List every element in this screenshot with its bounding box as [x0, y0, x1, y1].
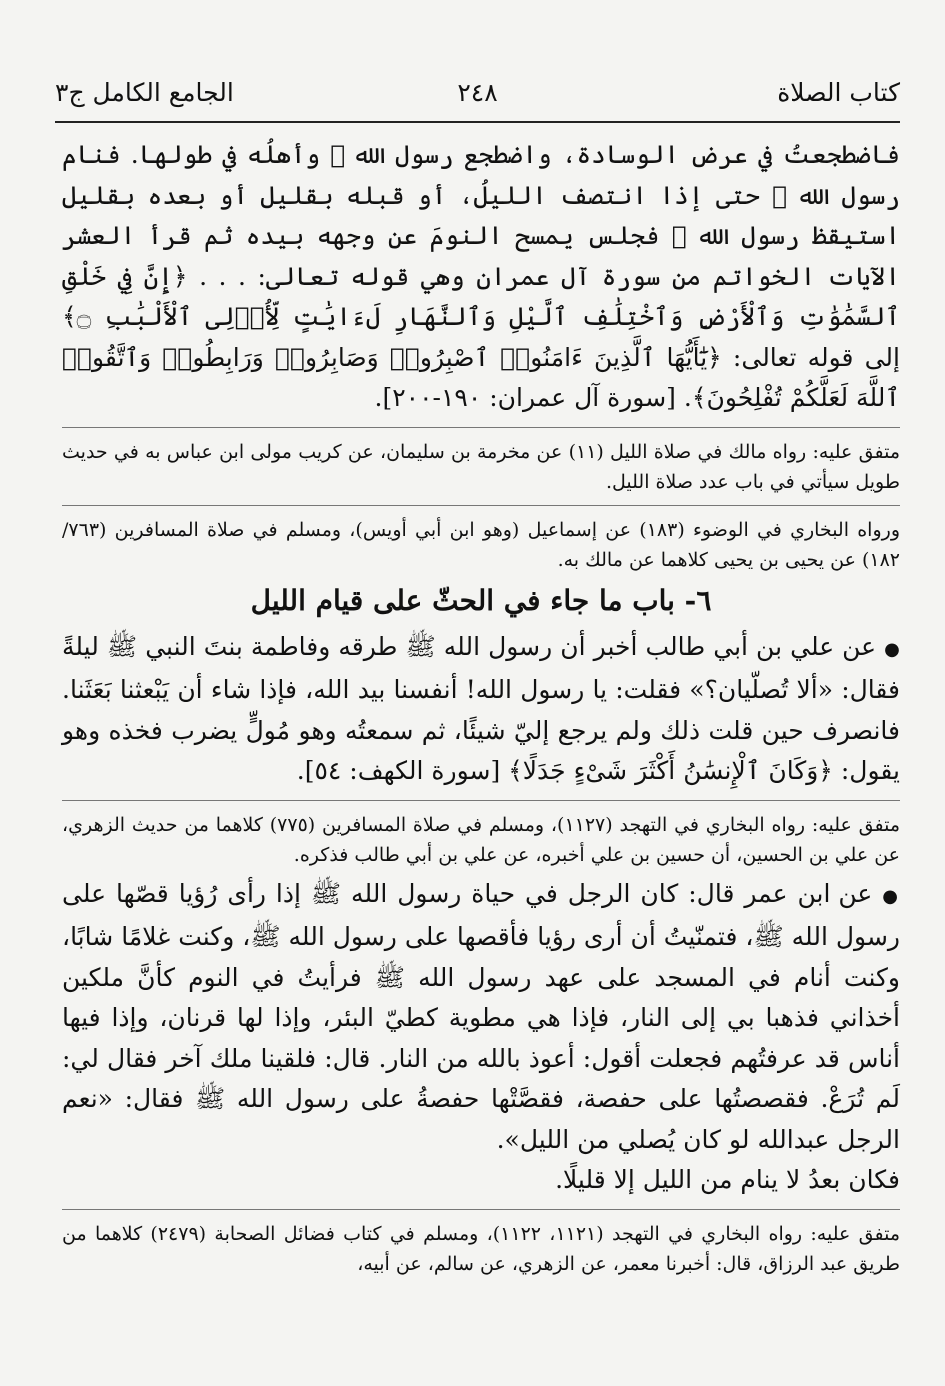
- takhrij-note: متفق عليه: رواه البخاري في التهجد (١١٢٧)، ومسلم في صلاة المسافرين (٧٧٥) كلاهما من حديث الزهري، عن علي بن الحسين، أن حسين بن علي أخبره، عن علي بن أبي طالب فذكره.: [62, 813, 900, 866]
- hadith-paragraph: [62, 627, 900, 792]
- takhrij-note: متفق عليه: رواه البخاري في التهجد (١١٢١، ١١٢٢)، ومسلم في كتاب فضائل الصحابة (٢٤٧٩) كلاهما من طريق عبد الرزاق، قال: أخبرنا معمر، عن الزهري، عن سالم، عن أبيه،: [62, 1222, 901, 1275]
- page-body: [62, 135, 900, 1279]
- footnote-separator: [62, 1209, 900, 1210]
- chapter-title: ٦- باب ما جاء في الحثّ على قيام الليل: [250, 583, 712, 617]
- page-number: ٢٤٨: [457, 78, 498, 107]
- footnote-separator: [62, 800, 900, 801]
- header-book-title: الجامع الكامل ج٣: [55, 78, 234, 107]
- main-paragraph: فاضطجعتُ في عرض الوسادة، واضطجع رسول الله ﷺ وأهلُه في طولها. فنام رسول الله ﷺ حتى إذا انتصف الليلُ، أو قبله بقليل أو بعده بقليل استيقظ رسول الله ﷺ فجلس يمسح النومَ عن وجهه بيده ثم قرأ العشر الآيات الخواتم من سورة آل عمران وهي قوله تعالى: . . . ﴿إِنَّ فِي خَلْقِ ٱلسَّمَٰوَٰتِ وَٱلْأَرْضِ وَٱخْتِلَٰفِ ٱلَّيْلِ وَٱلنَّهَارِ لَءَايَٰتٍ لِّأُو۟لِى ٱلْأَلْبَٰبِ ۝﴾ إلى قوله تعالى: ﴿يَٰٓأَيُّهَا ٱلَّذِينَ ءَامَنُوا۟ ٱصْبِرُوا۟ وَصَابِرُوا۟ وَرَابِطُوا۟ وَٱتَّقُوا۟ ٱللَّهَ لَعَلَّكُمْ تُفْلِحُونَ﴾. [سورة آل عمران: ١٩٠-٢٠٠].: [62, 140, 900, 412]
- page-header: [55, 78, 900, 118]
- hadith-text: عن علي بن أبي طالب أخبر أن رسول الله ﷺ طرقه وفاطمة بنتَ النبي ﷺ ليلةً فقال: «ألا تُصلّيان؟» فقلت: يا رسول الله! أنفسنا بيد الله، فإذا شاء أن يَبْعثنا بَعَثَنا. فانصرف حين قلت ذلك ولم يرجع إليّ شيئًا، ثم سمعتُه وهو مُولٍّ يضرب فخذه وهو يقول: ﴿وَكَانَ ٱلْإِنسَٰنُ أَكْثَرَ شَىْءٍ جَدَلًا﴾ [سورة الكهف: ٥٤].: [62, 631, 900, 785]
- hadith-paragraph: [62, 874, 900, 1161]
- header-chapter-name: كتاب الصلاة: [777, 78, 900, 107]
- hadith-continuation: فكان بعدُ لا ينام من الليل إلا قليلًا.: [555, 1165, 900, 1194]
- hadith-text: عن ابن عمر قال: كان الرجل في حياة رسول الله ﷺ إذا رأى رُؤيا قصّها على رسول الله ﷺ، فتمنّيتُ أن أرى رؤيا فأقصها على رسول الله ﷺ، وكنت غلامًا شابًا، وكنت أنام في المسجد على عهد رسول الله ﷺ فرأيتُ في النوم كأنَّ ملكين أخذاني فذهبا بي إلى النار، فإذا هي مطوية كطيّ البئر، وإذا لها قرنان، وإذا فيها أناس قد عرفتُهم فجعلت أقول: أعوذ بالله من النار. قال: فلقينا ملك آخر فقال لي: لَم تُرَعْ. فقصصتُها على حفصة، فقصَّتْها حفصةُ على رسول الله ﷺ فقال: «نعم الرجل عبدالله لو كان يُصلي من الليل».: [62, 878, 900, 1154]
- header-rule: [55, 121, 900, 123]
- takhrij-note: ورواه البخاري في الوضوء (١٨٣) عن إسماعيل (وهو ابن أبي أويس)، ومسلم في صلاة المسافرين (٧٦٣/ ١٨٢) عن يحيى بن يحيى كلاهما عن مالك به.: [62, 518, 900, 571]
- footnote-separator: [62, 427, 900, 428]
- note-divider: [62, 505, 900, 506]
- takhrij-note: متفق عليه: رواه مالك في صلاة الليل (١١) عن مخرمة بن سليمان، عن كريب مولى ابن عباس به في حديث طويل سيأتي في باب عدد صلاة الليل.: [62, 440, 900, 493]
- bullet-icon: ●: [884, 638, 900, 660]
- bullet-icon: ●: [882, 885, 900, 907]
